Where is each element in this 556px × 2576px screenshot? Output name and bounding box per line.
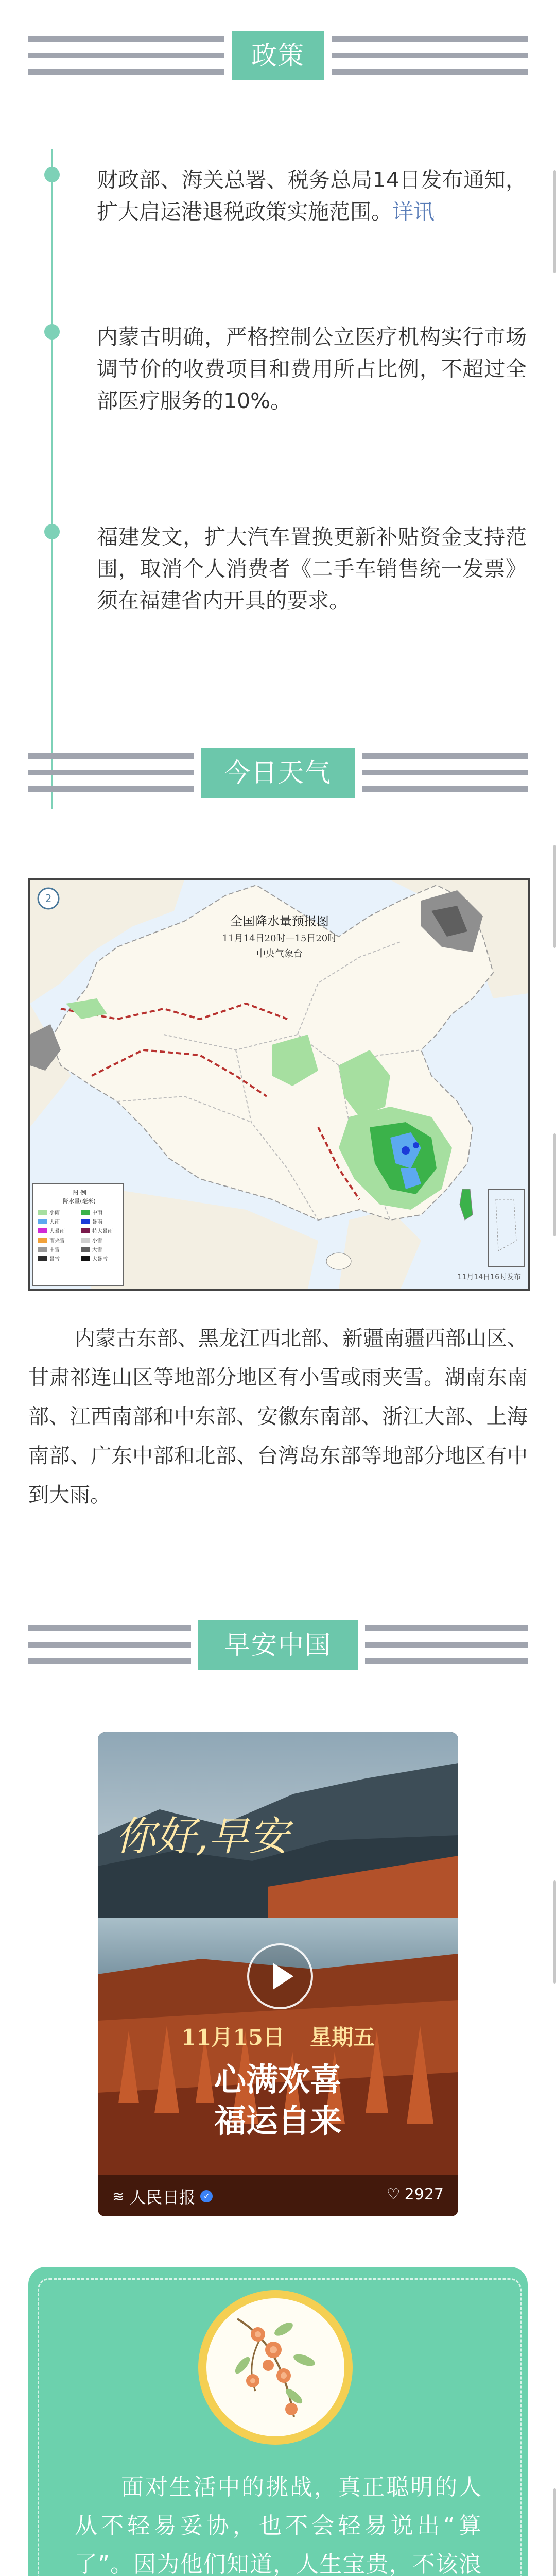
legend-label: 雨夹雪 (49, 1238, 65, 1244)
legend-label: 小雪 (92, 1238, 102, 1244)
map-source: 中央气象台 (256, 948, 303, 959)
section-title: 早安中国 (198, 1620, 358, 1670)
svg-text:2: 2 (45, 892, 52, 905)
legend-swatch (81, 1219, 90, 1224)
legend-subtitle: 降水量(毫米) (63, 1198, 96, 1205)
legend-entry (81, 1208, 120, 1216)
quote-text: 面对生活中的挑战，真正聪明的人从不轻易妥协，也不会轻易说出“算了”。因为他们知道，人生宝贵，不该浪 (75, 2474, 481, 2576)
channel-logo-icon: ≋ (112, 2188, 125, 2205)
verified-icon: ✓ (200, 2190, 213, 2202)
flower-medallion (198, 2290, 353, 2445)
legend-label: 大暴雨 (49, 1229, 65, 1234)
legend-swatch (81, 1228, 90, 1233)
section-header-weather (28, 748, 528, 798)
scrollbar[interactable] (553, 2488, 556, 2576)
legend-swatch (38, 1238, 47, 1243)
legend-entry (81, 1245, 120, 1253)
weather-description: 内蒙古东部、黑龙江西北部、新疆南疆西部山区、甘肃祁连山区等地部分地区有小雪或雨夹雪。湖南东南部、江西南部和中东部、安徽东南部、浙江大部、上海南部、广东中部和北部、台湾岛东部等地部分地区有中到大雨。 (28, 1327, 528, 1507)
details-link[interactable]: 详讯 (392, 199, 435, 224)
video-greeting: 你好,早安 (115, 1814, 289, 1860)
video-card[interactable] (98, 1732, 458, 2216)
scrollbar[interactable] (553, 170, 556, 273)
timeline-line (51, 149, 53, 809)
section-title: 政策 (232, 31, 324, 80)
legend-entry (38, 1208, 78, 1216)
video-date: 11月15日 (181, 2025, 285, 2050)
like-icon: ♡ (386, 2185, 401, 2204)
legend-label: 特大暴雨 (92, 1229, 113, 1234)
video-channel[interactable] (112, 2184, 213, 2208)
legend-entry (38, 1255, 78, 1262)
legend-swatch (38, 1247, 47, 1252)
map-time-range: 11月14日20时—15日20时 (222, 933, 337, 944)
video-line-2: 福运自来 (214, 2102, 342, 2140)
map-title-block (184, 911, 375, 960)
play-icon (273, 1963, 293, 1990)
legend-swatch (38, 1210, 47, 1215)
scrollbar[interactable] (553, 1880, 556, 1984)
flower-icon (206, 2298, 344, 2436)
legend-swatch (81, 1210, 90, 1215)
legend-label: 大雪 (92, 1247, 102, 1253)
policy-text: 内蒙古明确，严格控制公立医疗机构实行市场调节价的收费项目和费用所占比例，不超过全部医疗服务的10%。 (97, 325, 527, 413)
legend-swatch (81, 1256, 90, 1261)
precipitation-map[interactable] (28, 878, 530, 1291)
video-weekday: 星期五 (310, 2025, 375, 2050)
play-button[interactable] (247, 1943, 313, 2009)
legend-label: 小雨 (49, 1210, 60, 1216)
legend-label: 暴雪 (49, 1257, 60, 1262)
map-legend (38, 1188, 120, 1262)
channel-name: 人民日报 (129, 2188, 196, 2207)
legend-swatch (38, 1256, 47, 1261)
section-title: 今日天气 (201, 748, 355, 798)
legend-swatch (38, 1219, 47, 1224)
quote-card (28, 2267, 528, 2576)
like-count: 2927 (404, 2185, 444, 2204)
legend-grid (38, 1208, 120, 1262)
legend-label: 中雨 (92, 1210, 102, 1216)
legend-entry (81, 1217, 120, 1225)
legend-entry (38, 1245, 78, 1253)
policy-text: 福建发文，扩大汽车置换更新补贴资金支持范围，取消个人消费者《二手车销售统一发票》须在福建省内开具的要求。 (97, 524, 527, 613)
section-header-morning (28, 1620, 528, 1670)
legend-label: 暴雨 (92, 1219, 102, 1225)
legend-entry (81, 1236, 120, 1244)
flower-illustration (206, 2298, 344, 2436)
video-likes[interactable] (387, 2185, 444, 2204)
legend-label: 大雨 (49, 1219, 60, 1225)
legend-entry (38, 1217, 78, 1225)
map-title: 全国降水量预报图 (230, 914, 329, 928)
scrollbar[interactable] (553, 845, 556, 948)
video-line-1: 心满欢喜 (214, 2061, 342, 2098)
legend-entry (38, 1236, 78, 1244)
legend-label: 中雪 (49, 1247, 60, 1253)
legend-swatch (81, 1247, 90, 1252)
map-issued: 11月14日16时发布 (457, 1273, 521, 1281)
legend-swatch (81, 1238, 90, 1243)
legend-entry (81, 1227, 120, 1234)
section-header-policy (28, 31, 528, 80)
legend-swatch (38, 1228, 47, 1233)
legend-entry (81, 1255, 120, 1262)
legend-label: 大暴雪 (92, 1257, 108, 1262)
timeline-dot (44, 167, 60, 182)
video-date-line (98, 2021, 458, 2052)
scrollbar[interactable] (553, 1133, 556, 1236)
legend-entry (38, 1227, 78, 1234)
policy-text (97, 164, 527, 228)
timeline-dot (44, 324, 60, 340)
legend-title: 图 例 (72, 1189, 86, 1196)
policy-text-body: 财政部、海关总署、税务总局14日发布通知，扩大启运港退税政策实施范围。 (97, 167, 527, 224)
timeline-dot (44, 524, 60, 539)
